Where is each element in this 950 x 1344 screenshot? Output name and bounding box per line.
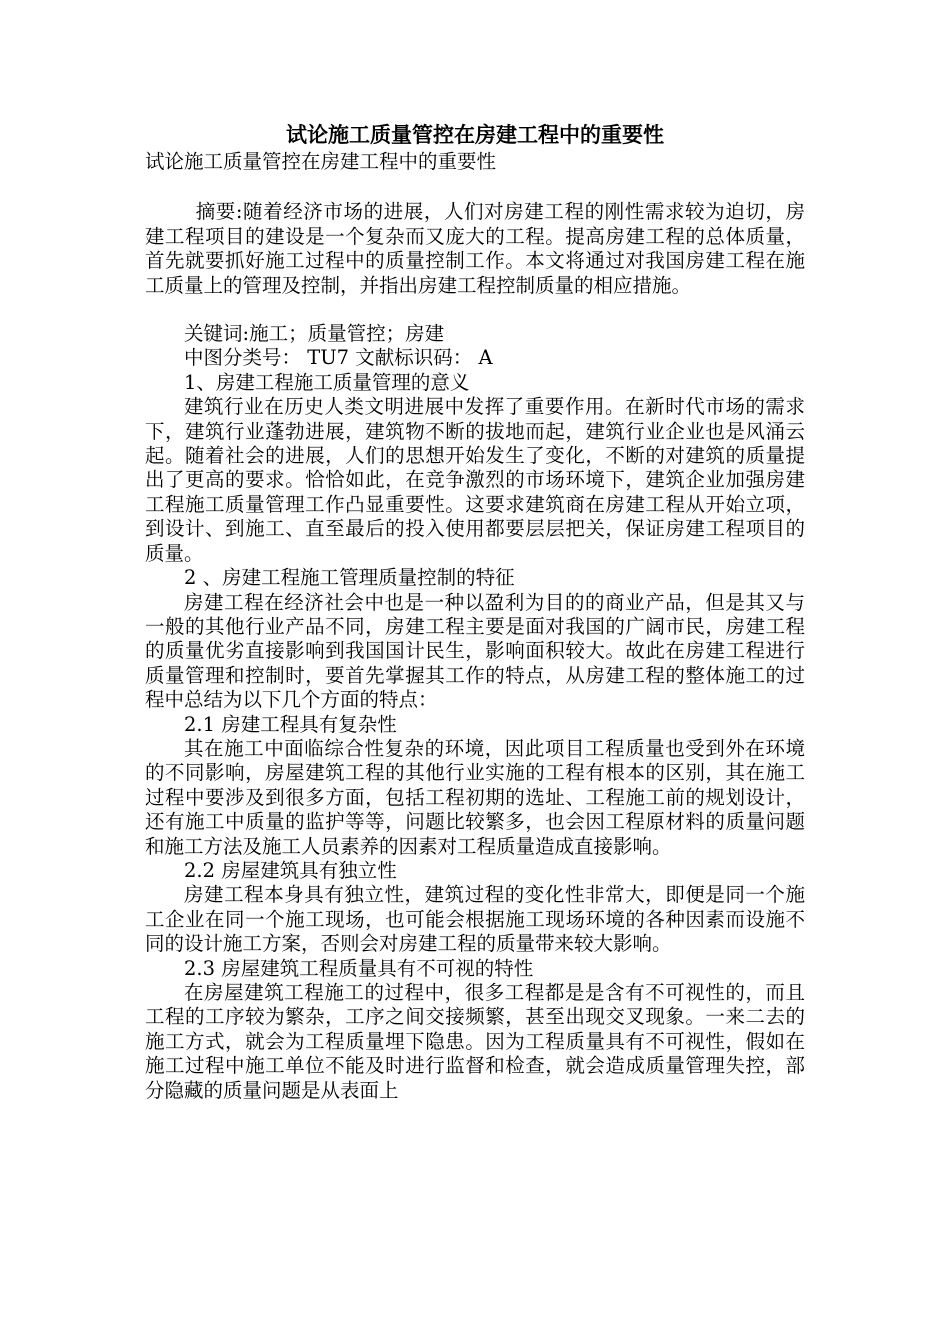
section-2-heading: 2 、房建工程施工管理质量控制的特征 (184, 566, 515, 590)
section-2-1-heading: 2.1 房建工程具有复杂性 (184, 712, 397, 736)
section-1-paragraph: 建筑行业在历史人类文明进展中发挥了重要作用。在新时代市场的需求下，建筑行业蓬勃进展，建筑物不断的拔地而起，建筑行业企业也是风涌云起。随着社会的进展，人们的思想开始发生了变化，不断的对建筑的质量提出了更高的要求。恰恰如此，在竞争激烈的市场环境下，建筑企业加强房建工程施工质量管理工作凸显重要性。这要求建筑商在房建工程从开始立项，到设计、到施工、直至最后的投入使用都要层层把关，保证房建工程项目的质量。 (145, 395, 805, 565)
keywords-line: 关键词:施工；质量管控；房建 (184, 322, 445, 346)
section-2-paragraph: 房建工程在经济社会中也是一种以盈利为目的的商业产品，但是其又与一般的其他行业产品不同，房建工程主要是面对我国的广阔市民，房建工程的质量优劣直接影响到我国国计民生，影响面积较大。故此在房建工程进行质量管理和控制时，要首先掌握其工作的特点，从房建工程的整体施工的过程中总结为以下几个方面的特点： (145, 590, 805, 712)
section-2-3-heading: 2.3 房屋建筑工程质量具有不可视的特性 (184, 956, 534, 980)
section-2-2-paragraph: 房建工程本身具有独立性，建筑过程的变化性非常大，即便是同一个施工企业在同一个施工现场，也可能会根据施工现场环境的各种因素而设施不同的设计施工方案，否则会对房建工程的质量带来较大影响。 (145, 883, 805, 956)
document-page (145, 120, 805, 1103)
document-subtitle: 试论施工质量管控在房建工程中的重要性 (145, 150, 497, 173)
document-title: 试论施工质量管控在房建工程中的重要性 (286, 123, 664, 147)
section-2-2-heading: 2.2 房屋建筑具有独立性 (184, 858, 397, 882)
section-2-1-paragraph: 其在施工中面临综合性复杂的环境，因此项目工程质量也受到外在环境的不同影响，房屋建筑工程的其他行业实施的工程有根本的区别，其在施工过程中要涉及到很多方面，包括工程初期的选址、工程施工前的规划设计，还有施工中质量的监护等等，问题比较繁多，也会因工程原材料的质量问题和施工方法及施工人员素养的因素对工程质量造成直接影响。 (145, 736, 805, 858)
spacer (145, 298, 805, 322)
abstract-paragraph: 摘要:随着经济市场的进展，人们对房建工程的刚性需求较为迫切，房建工程项目的建设是一个复杂而又庞大的工程。提高房建工程的总体质量，首先就要抓好施工过程中的质量控制工作。本文将通过对我国房建工程在施工质量上的管理及控制，并指出房建工程控制质量的相应措施。 (145, 200, 805, 297)
classification-line: 中图分类号： TU7 文献标识码： A (184, 346, 493, 370)
section-2-3-paragraph: 在房屋建筑工程施工的过程中，很多工程都是是含有不可视性的，而且工程的工序较为繁杂，工序之间交接频繁，甚至出现交叉现象。一来二去的施工方式，就会为工程质量埋下隐患。因为工程质量具有不可视性，假如在施工过程中施工单位不能及时进行监督和检查，就会造成质量管理失控，部分隐藏的质量问题是从表面上 (145, 981, 805, 1102)
section-1-heading: 1、房建工程施工质量管理的意义 (184, 370, 470, 394)
